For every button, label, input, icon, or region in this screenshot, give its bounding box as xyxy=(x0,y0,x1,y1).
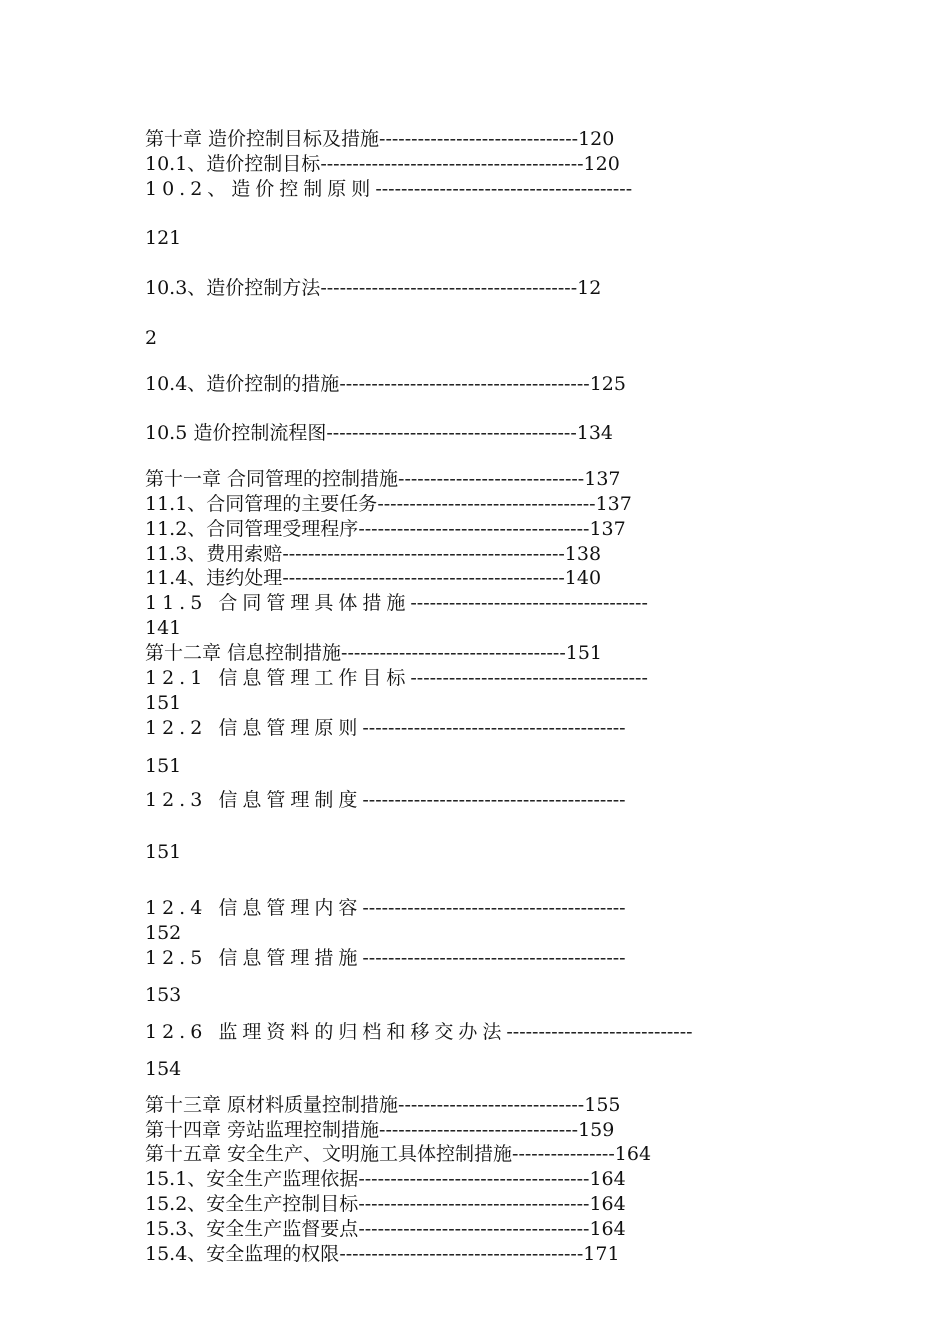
toc-entry: 15.1、安全生产监理依据------------------------------------164 xyxy=(145,1168,626,1190)
toc-page-number: 121 xyxy=(145,227,182,249)
toc-entry: 第十一章 合同管理的控制措施-----------------------------137 xyxy=(145,468,621,490)
toc-entry: 12.6 监理资料的归档和移交办法----------------------------- xyxy=(145,1021,693,1043)
toc-entry: 15.3、安全生产监督要点------------------------------------164 xyxy=(145,1218,626,1240)
toc-entry: 12.5 信息管理措施----------------------------------------- xyxy=(145,947,626,969)
toc-page-number: 151 xyxy=(145,692,182,714)
toc-entry: 11.5 合同管理具体措施------------------------------------- xyxy=(145,592,648,614)
toc-entry: 第十二章 信息控制措施-----------------------------------151 xyxy=(145,642,603,664)
toc-page-number: 141 xyxy=(145,617,182,639)
toc-page-number: 151 xyxy=(145,841,182,863)
toc-entry: 11.3、费用索赔--------------------------------------------138 xyxy=(145,543,602,565)
toc-page-number: 153 xyxy=(145,984,182,1006)
toc-entry: 11.1、合同管理的主要任务----------------------------------137 xyxy=(145,493,632,515)
toc-entry: 15.4、安全监理的权限--------------------------------------171 xyxy=(145,1243,620,1265)
toc-entry: 11.4、违约处理--------------------------------------------140 xyxy=(145,567,602,589)
toc-entry: 12.1 信息管理工作目标------------------------------------- xyxy=(145,667,648,689)
toc-entry: 12.2 信息管理原则----------------------------------------- xyxy=(145,717,626,739)
toc-entry: 10.3、造价控制方法----------------------------------------12 xyxy=(145,277,602,299)
toc-entry: 10.5 造价控制流程图---------------------------------------134 xyxy=(145,422,614,444)
toc-entry: 12.3 信息管理制度----------------------------------------- xyxy=(145,789,626,811)
toc-entry: 第十三章 原材料质量控制措施-----------------------------155 xyxy=(145,1094,621,1116)
toc-page-number: 2 xyxy=(145,327,158,349)
toc-entry: 10.1、造价控制目标-----------------------------------------120 xyxy=(145,153,620,175)
toc-entry: 10.4、造价控制的措施---------------------------------------125 xyxy=(145,373,626,395)
toc-page-number: 154 xyxy=(145,1058,182,1080)
toc-entry: 第十章 造价控制目标及措施-------------------------------120 xyxy=(145,128,615,150)
toc-entry: 15.2、安全生产控制目标------------------------------------164 xyxy=(145,1193,626,1215)
toc-page-number: 152 xyxy=(145,922,182,944)
toc-page-number: 151 xyxy=(145,755,182,777)
toc-entry: 第十五章 安全生产、文明施工具体控制措施----------------164 xyxy=(145,1143,652,1165)
toc-entry: 第十四章 旁站监理控制措施-------------------------------159 xyxy=(145,1119,615,1141)
toc-entry: 10.2、造价控制原则---------------------------------------- xyxy=(145,178,633,200)
toc-entry: 12.4 信息管理内容----------------------------------------- xyxy=(145,897,626,919)
toc-entry: 11.2、合同管理受理程序------------------------------------137 xyxy=(145,518,626,540)
